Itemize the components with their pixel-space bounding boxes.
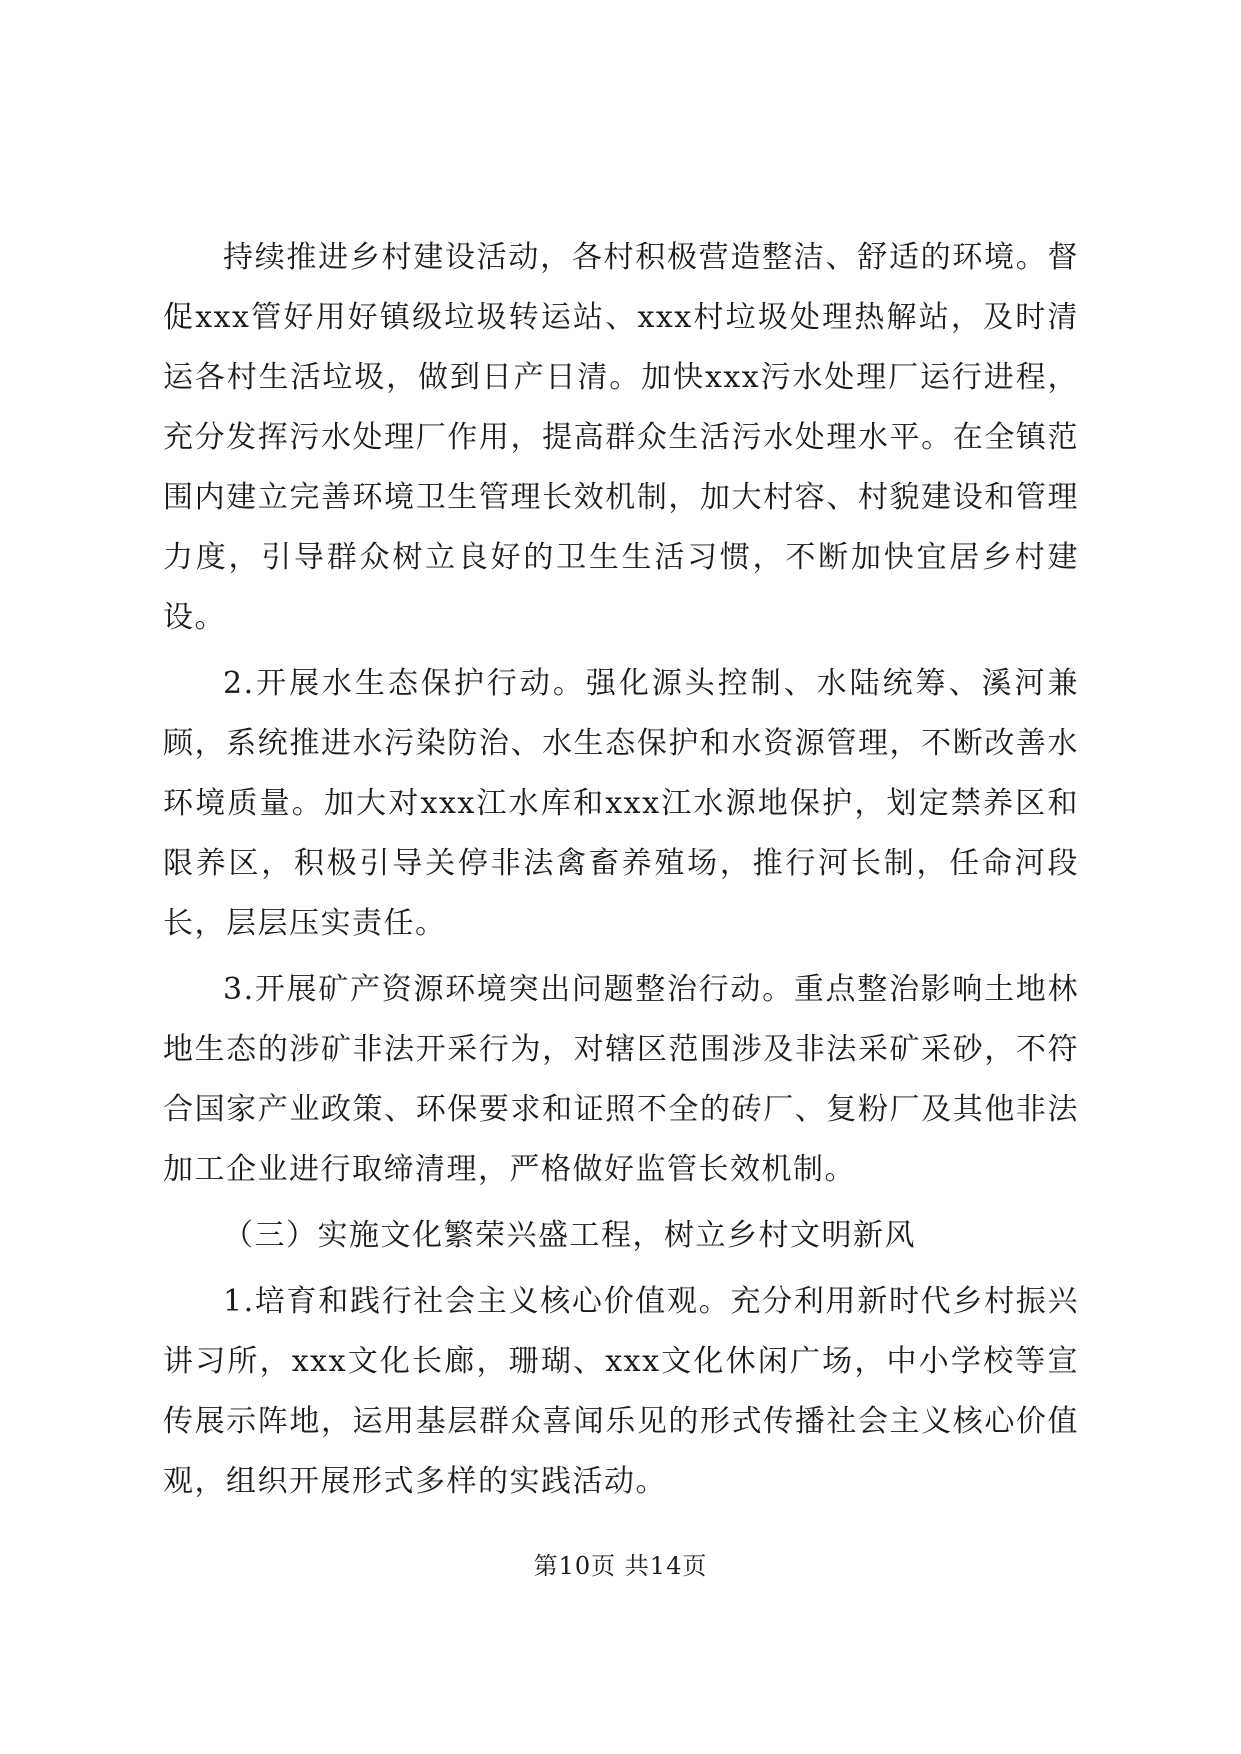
section-heading-culture: （三）实施文化繁荣兴盛工程，树立乡村文明新风 [223, 1218, 916, 1253]
paragraph-core-values: 1.培育和践行社会主义核心价值观。充分利用新时代乡村振兴讲习所，xxx文化长廊，珊瑚、xxx文化休闲广场，中小学校等宣传展示阵地，运用基层群众喜闻乐见的形式传播社会主义核心价值观，组织开展形式多样的实践活动。 [163, 1284, 1079, 1499]
paragraph-mineral-resources: 3.开展矿产资源环境突出问题整治行动。重点整治影响土地林地生态的涉矿非法开采行为，对辖区范围涉及非法采矿采砂，不符合国家产业政策、环保要求和证照不全的砖厂、复粉厂及其他非法加工企业进行取缔清理，严格做好监管长效机制。 [163, 972, 1079, 1187]
paragraph-rural-construction: 持续推进乡村建设活动，各村积极营造整洁、舒适的环境。督促xxx管好用好镇级垃圾转运站、xxx村垃圾处理热解站，及时清运各村生活垃圾，做到日产日清。加快xxx污水处理厂运行进程，充分发挥污水处理厂作用，提高群众生活污水处理水平。在全镇范围内建立完善环境卫生管理长效机制，加大村容、村貌建设和管理力度，引导群众树立良好的卫生生活习惯，不断加快宜居乡村建设。 [163, 240, 1079, 635]
page-footer: 第10页 共14页 [533, 1552, 708, 1580]
document-body [163, 228, 1079, 1518]
paragraph-water-ecology: 2.开展水生态保护行动。强化源头控制、水陆统筹、溪河兼顾，系统推进水污染防治、水生态保护和水资源管理，不断改善水环境质量。加大对xxx江水库和xxx江水源地保护，划定禁养区和限养区，积极引导关停非法禽畜养殖场，推行河长制，任命河段长，层层压实责任。 [163, 666, 1079, 941]
